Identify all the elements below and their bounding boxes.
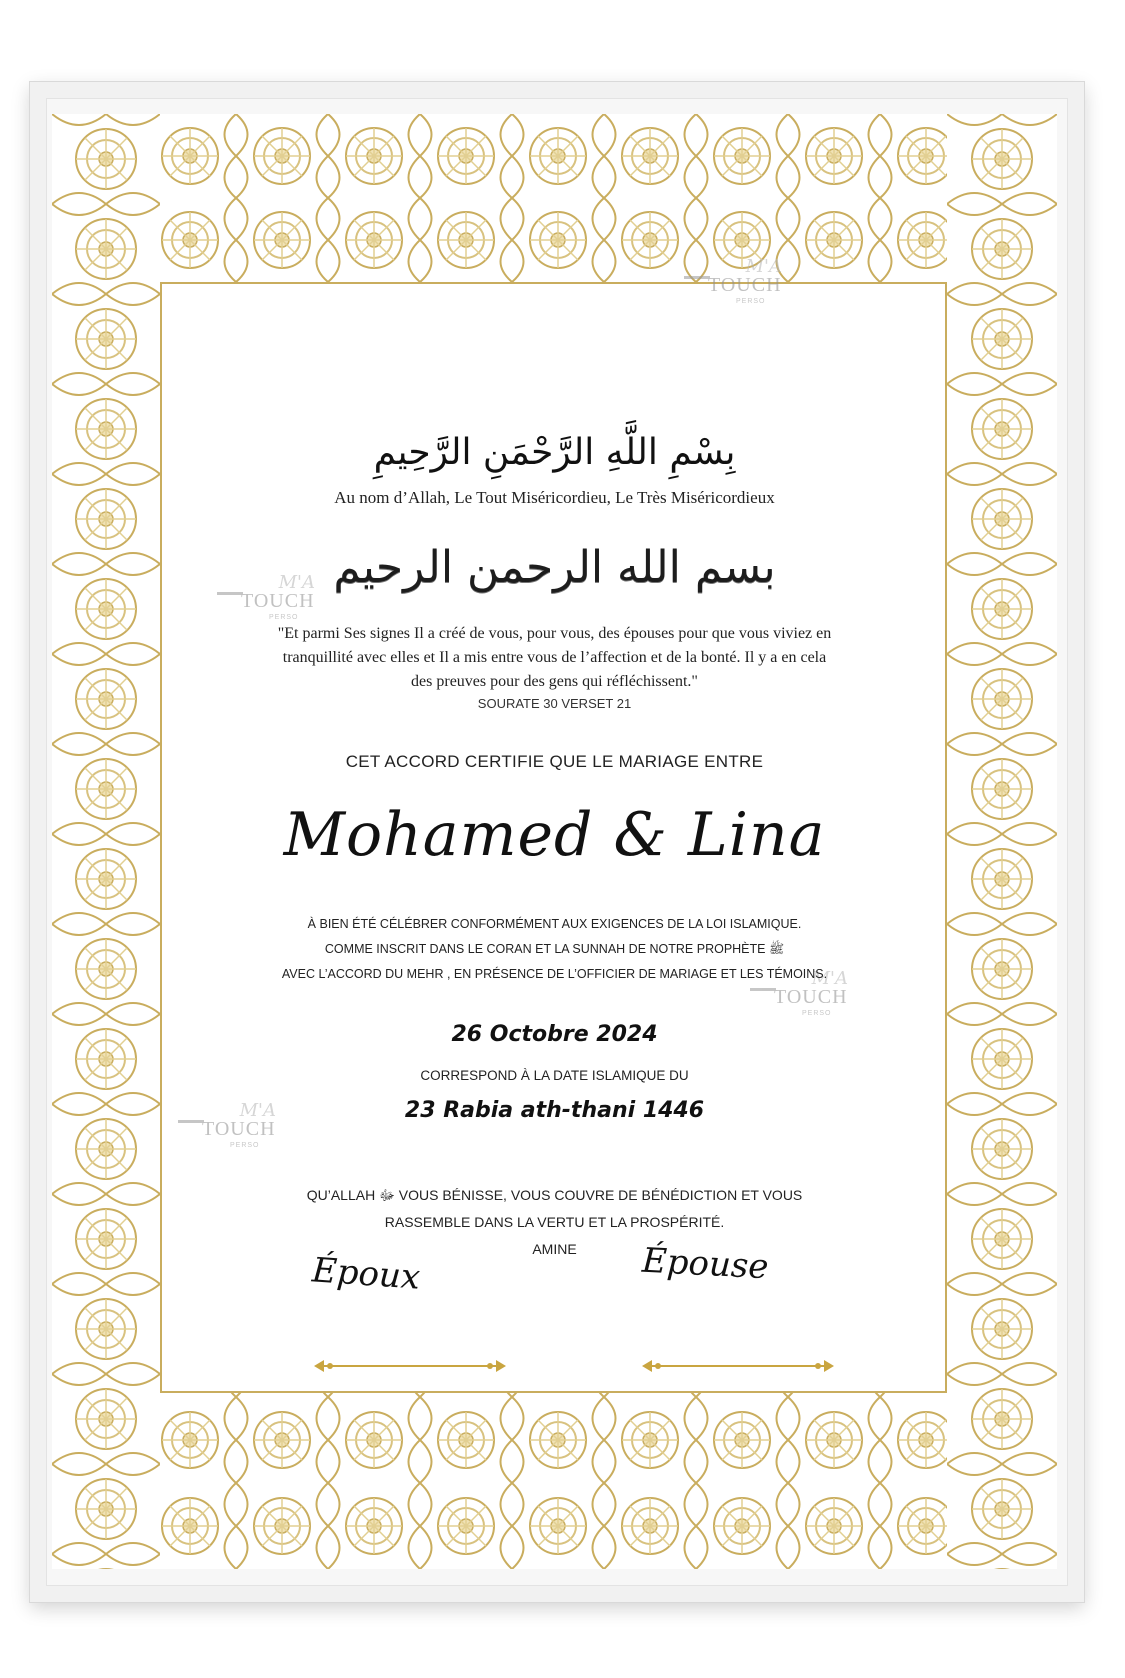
watermark-touch: TOUCH	[202, 1118, 276, 1140]
clause-line: À BIEN ÉTÉ CÉLÉBRER CONFORMÉMENT AUX EXIGENCES DE LA LOI ISLAMIQUE.	[307, 917, 802, 931]
watermark-perso: PERSO	[736, 298, 766, 305]
clause-line: COMME INSCRIT DANS LE CORAN ET LA SUNNAH DE NOTRE PROPHÈTE ﷺ	[324, 942, 785, 956]
bismillah-arabic: بِسْمِ اللَّهِ الرَّحْمَنِ الرَّحِيمِ	[373, 432, 736, 473]
certificate-content	[172, 284, 937, 1389]
couple-names: Mohamed & Lina	[283, 800, 826, 870]
quran-verse: "Et parmi Ses signes Il a créé de vous, pour vous, des épouses pour que vous viviez en tranquillité avec elles et Il a mis entre vous de l’affection et de la bonté. Il y a en cela des preuves pour des gens qui réfléchissent."	[277, 625, 832, 690]
certificate-paper	[52, 114, 1057, 1569]
blessing	[172, 1182, 937, 1263]
certify-line: CET ACCORD CERTIFIE QUE LE MARIAGE ENTRE	[345, 752, 764, 771]
ornament-border-right	[947, 114, 1057, 1569]
watermark-perso: PERSO	[230, 1142, 260, 1149]
watermark-ma: M'A	[811, 968, 848, 989]
watermark-bar	[684, 276, 710, 279]
husband-label: Époux	[310, 1250, 422, 1298]
hijri-date: 23 Rabia ath-thani 1446	[404, 1098, 705, 1123]
watermark-perso: PERSO	[269, 614, 299, 621]
clause-line: AVEC L’ACCORD DU MEHR , EN PRÉSENCE DE L’OFFICIER DE MARIAGE ET LES TÉMOINS.	[281, 967, 828, 981]
signature-line-husband	[310, 1356, 510, 1376]
corresponds-line: CORRESPOND À LA DATE ISLAMIQUE DU	[420, 1068, 689, 1083]
watermark-touch: TOUCH	[774, 986, 848, 1008]
watermark-touch: TOUCH	[241, 590, 315, 612]
watermark-perso: PERSO	[802, 1010, 832, 1017]
blessing-line: QU’ALLAH ﷻ VOUS BÉNISSE, VOUS COUVRE DE BÉNÉDICTION ET VOUS	[306, 1187, 803, 1203]
marriage-clauses	[172, 912, 937, 987]
blessing-line: RASSEMBLE DANS LA VERTU ET LA PROSPÉRITÉ.	[384, 1214, 725, 1230]
ornament-border-top	[52, 114, 1057, 282]
verse-reference: SOURATE 30 VERSET 21	[477, 696, 632, 711]
wife-label: Épouse	[641, 1240, 770, 1288]
watermark-ma: M'A	[745, 256, 782, 277]
gregorian-date: 26 Octobre 2024	[451, 1022, 658, 1047]
signature-line-wife	[638, 1356, 838, 1376]
bismillah-calligraphy: بسم الله الرحمن الرحيم	[333, 542, 776, 593]
ornament-border-left	[52, 114, 160, 1569]
watermark-ma: M'A	[278, 572, 315, 593]
watermark-touch: TOUCH	[708, 274, 782, 296]
blessing-line: AMINE	[532, 1241, 577, 1257]
ornament-border-bottom	[52, 1393, 1057, 1569]
bismillah-translation: Au nom d’Allah, Le Tout Miséricordieu, Le Très Miséricordieux	[334, 488, 775, 507]
watermark-ma: M'A	[239, 1100, 276, 1121]
